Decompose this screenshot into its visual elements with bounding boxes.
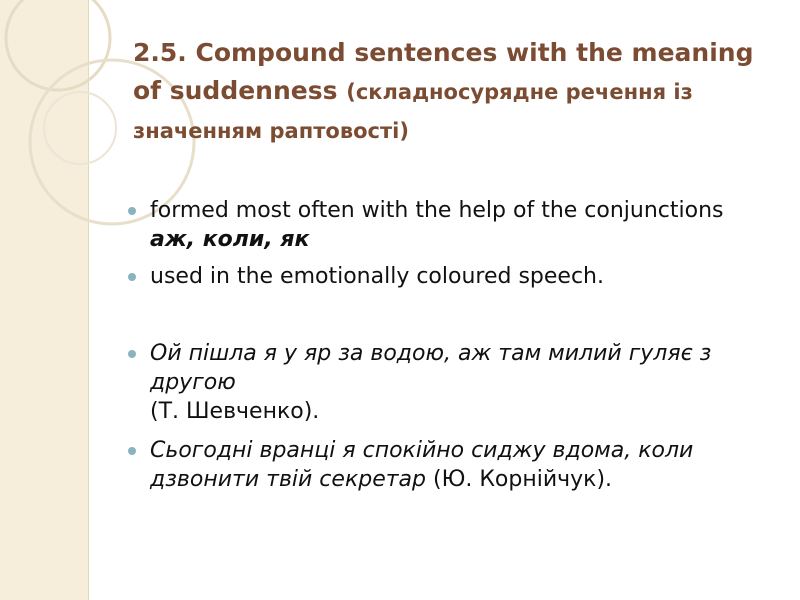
example-source: (Ю. Корнійчук). <box>426 467 613 492</box>
bullet-item <box>128 339 768 426</box>
bullet-dot-icon <box>128 350 136 358</box>
title-main: 2.5. Compound sentences with the meaning of suddenness <box>133 38 754 105</box>
bullet-item <box>128 262 768 291</box>
example-text: Ой пішла я у яр за водою, аж там милий гуляє з другою <box>150 341 712 395</box>
example-source: (Т. Шевченко). <box>150 399 320 424</box>
conjunctions-emphasis: аж, коли, як <box>150 227 310 252</box>
example-text: Сьогодні вранці я спокійно сиджу вдома, коли дзвонити твій секретар <box>150 438 694 492</box>
bullet-item <box>128 196 768 254</box>
bullet-text: used in the emotionally coloured speech. <box>150 264 604 289</box>
deco-circle-top <box>6 0 110 90</box>
bullet-list <box>128 196 768 494</box>
slide-title <box>133 34 773 150</box>
bullet-dot-icon <box>128 273 136 281</box>
title-subtitle: (складносурядне речення із значенням раптовості) <box>133 80 693 143</box>
deco-circle-inner <box>44 92 116 164</box>
bullet-dot-icon <box>128 447 136 455</box>
bullet-item <box>128 436 768 494</box>
bullet-text: formed most often with the help of the conjunctions <box>150 198 724 223</box>
bullet-dot-icon <box>128 207 136 215</box>
